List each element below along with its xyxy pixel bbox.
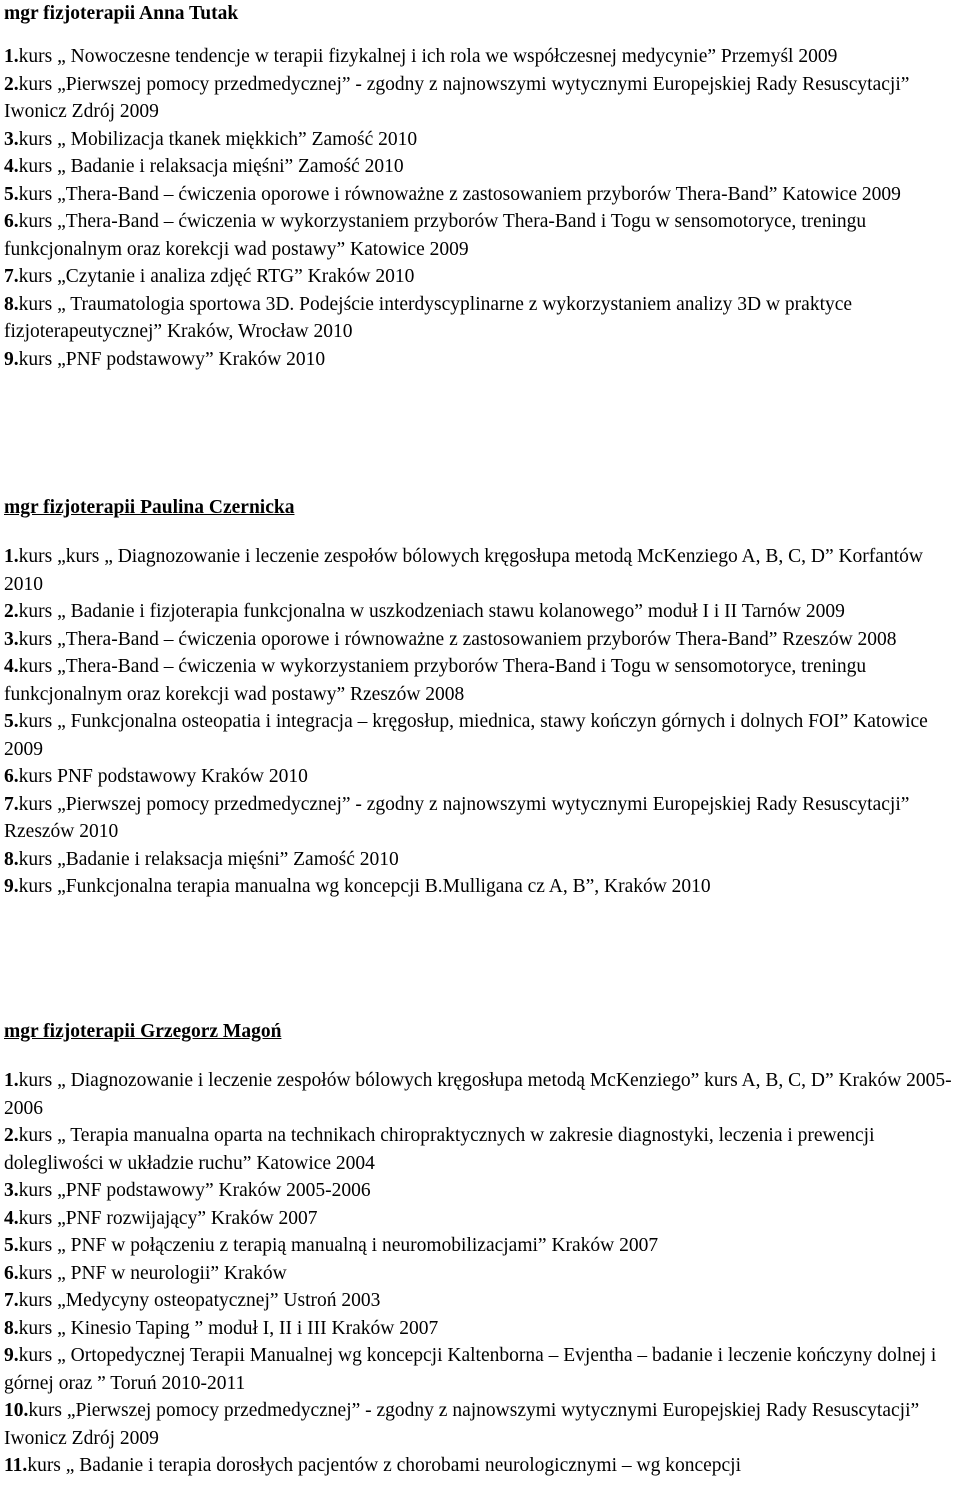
course-text: kurs „ Kinesio Taping ” moduł I, II i III Kraków 2007 [18,1317,439,1339]
course-text: kurs „PNF rozwijający” Kraków 2007 [18,1207,318,1229]
course-item [4,846,956,874]
course-number: 3. [4,628,19,650]
course-item [4,791,956,846]
course-item [4,1397,956,1452]
course-text: kurs „ Mobilizacja tkanek miękkich” Zamość 2010 [18,128,418,150]
course-number: 2. [4,601,19,622]
course-text: kurs „ Badanie i relaksacja mięśni” Zamość 2010 [18,156,404,177]
course-item [4,346,956,374]
course-text: kurs „Medycyny osteopatycznej” Ustroń 2003 [18,1290,381,1311]
course-number: 6. [4,766,19,787]
course-number: 5. [4,711,19,732]
course-text: kurs „ Badanie i terapia dorosłych pacjentów z chorobami neurologicznymi – wg koncepcji [27,1455,741,1476]
course-text: kurs „ PNF w neurologii” Kraków [18,1262,287,1284]
course-number: 10. [4,1400,29,1421]
course-text: kurs „ PNF w połączeniu z terapią manualną i neuromobilizacjami” Kraków 2007 [18,1235,659,1256]
course-number: 9. [4,876,19,897]
course-item [4,763,956,791]
course-text: kurs „PNF podstawowy” Kraków 2005-2006 [18,1180,371,1201]
course-text: kurs „ Diagnozowanie i leczenie zespołów bólowych kręgosłupa metodą McKenziego” kurs A, B, C, D” Kraków 2005-2006 [4,1070,952,1119]
course-text: kurs PNF podstawowy Kraków 2010 [18,766,308,787]
course-item [4,1122,956,1177]
course-text: kurs „Funkcjonalna terapia manualna wg koncepcji B.Mulligana cz A, B”, Kraków 2010 [18,876,711,897]
course-number: 1. [4,546,19,567]
course-text: kurs „ Traumatologia sportowa 3D. Podejście interdyscyplinarne z wykorzystaniem analizy 3D w praktyce fizjoterapeutycznej” Kraków, Wrocław 2010 [4,293,853,342]
section-heading: mgr fizjoterapii Anna Tutak [4,3,239,24]
course-text: kurs „Pierwszej pomocy przedmedycznej” - zgodny z najnowszymi wytycznymi Europejskiej Rady Resuscytacji” Iwonicz Zdrój 2009 [4,73,910,122]
course-text: kurs „Thera-Band – ćwiczenia w wykorzystaniem przyborów Thera-Band i Togu w sensomotoryce, treningu funkcjonalnym oraz korekcji wad postawy” Katowice 2009 [4,211,867,260]
course-list [4,1067,956,1480]
course-number: 7. [4,1290,19,1311]
course-item [4,1452,956,1480]
course-number: 7. [4,793,19,815]
section-grzegorz-magon [4,1018,956,1480]
course-text: kurs „Badanie i relaksacja mięśni” Zamość 2010 [18,848,399,870]
course-item [4,708,956,763]
course-number: 8. [4,1317,19,1339]
course-text: kurs „kurs „ Diagnozowanie i leczenie zespołów bólowych kręgosłupa metodą McKenziego A, B, C, D” Korfantów 2010 [4,546,923,595]
section-heading: mgr fizjoterapii Grzegorz Magoń [4,1021,282,1042]
course-number: 9. [4,348,19,370]
course-number: 2. [4,1125,19,1146]
course-item [4,653,956,708]
course-item [4,263,956,291]
course-text: kurs „PNF podstawowy” Kraków 2010 [18,348,326,370]
course-text: kurs „ Funkcjonalna osteopatia i integracja – kręgosłup, miednica, stawy kończyn górnych i dolnych FOI” Katowice 2009 [4,711,928,760]
course-text: kurs „Thera-Band – ćwiczenia oporowe i równoważne z zastosowaniem przyborów Thera-Band” Katowice 2009 [18,183,901,205]
course-text: kurs „ Badanie i fizjoterapia funkcjonalna w uszkodzeniach stawu kolanowego” moduł I i II Tarnów 2009 [18,601,845,622]
course-number: 1. [4,46,19,67]
course-text: kurs „ Ortopedycznej Terapii Manualnej wg koncepcji Kaltenborna – Evjentha – badanie i leczenie kończyny dolnej i górnej oraz ” Toruń 2010-2011 [4,1345,937,1394]
course-text: kurs „ Nowoczesne tendencje w terapii fizykalnej i ich rola we współczesnej medycynie” Przemyśl 2009 [18,46,838,67]
course-list [4,543,956,901]
course-item [4,598,956,626]
course-item [4,1260,956,1288]
course-item [4,1342,956,1397]
course-item [4,291,956,346]
course-item [4,1232,956,1260]
section-anna-tutak [4,0,956,373]
course-text: kurs „Thera-Band – ćwiczenia oporowe i równoważne z zastosowaniem przyborów Thera-Band” Rzeszów 2008 [18,628,897,650]
course-text: kurs „Pierwszej pomocy przedmedycznej” - zgodny z najnowszymi wytycznymi Europejskiej Rady Resuscytacji” Iwonicz Zdrój 2009 [4,1400,920,1449]
course-number: 7. [4,266,19,287]
course-item [4,153,956,181]
course-list [4,43,956,373]
course-item [4,71,956,126]
course-number: 8. [4,293,19,315]
course-item [4,1177,956,1205]
course-text: kurs „Thera-Band – ćwiczenia w wykorzystaniem przyborów Thera-Band i Togu w sensomotoryce, treningu funkcjonalnym oraz korekcji wad postawy” Rzeszów 2008 [4,656,867,705]
course-number: 8. [4,848,19,870]
course-number: 1. [4,1070,19,1091]
section-paulina-czernicka [4,494,956,901]
course-number: 11. [4,1455,28,1476]
course-number: 5. [4,1235,19,1256]
course-number: 5. [4,183,19,205]
course-number: 9. [4,1345,19,1366]
course-number: 3. [4,1180,19,1201]
course-text: kurs „ Terapia manualna oparta na technikach chiropraktycznych w zakresie diagnostyki, leczenia i prewencji dolegliwości w układzie ruchu” Katowice 2004 [4,1125,875,1174]
section-heading: mgr fizjoterapii Paulina Czernicka [4,497,295,518]
course-text: kurs „Czytanie i analiza zdjęć RTG” Kraków 2010 [18,266,415,287]
course-item [4,1067,956,1122]
course-number: 6. [4,1262,19,1284]
course-number: 4. [4,156,19,177]
course-item [4,126,956,154]
course-item [4,208,956,263]
course-item [4,1205,956,1233]
course-item [4,1315,956,1343]
course-number: 4. [4,656,19,677]
course-number: 3. [4,128,19,150]
course-item [4,543,956,598]
course-number: 6. [4,211,19,232]
course-item [4,181,956,209]
course-number: 4. [4,1207,19,1229]
course-item [4,1287,956,1315]
course-item [4,873,956,901]
course-text: kurs „Pierwszej pomocy przedmedycznej” - zgodny z najnowszymi wytycznymi Europejskiej Rady Resuscytacji” Rzeszów 2010 [4,793,910,842]
course-item [4,626,956,654]
course-number: 2. [4,73,19,95]
course-item [4,43,956,71]
